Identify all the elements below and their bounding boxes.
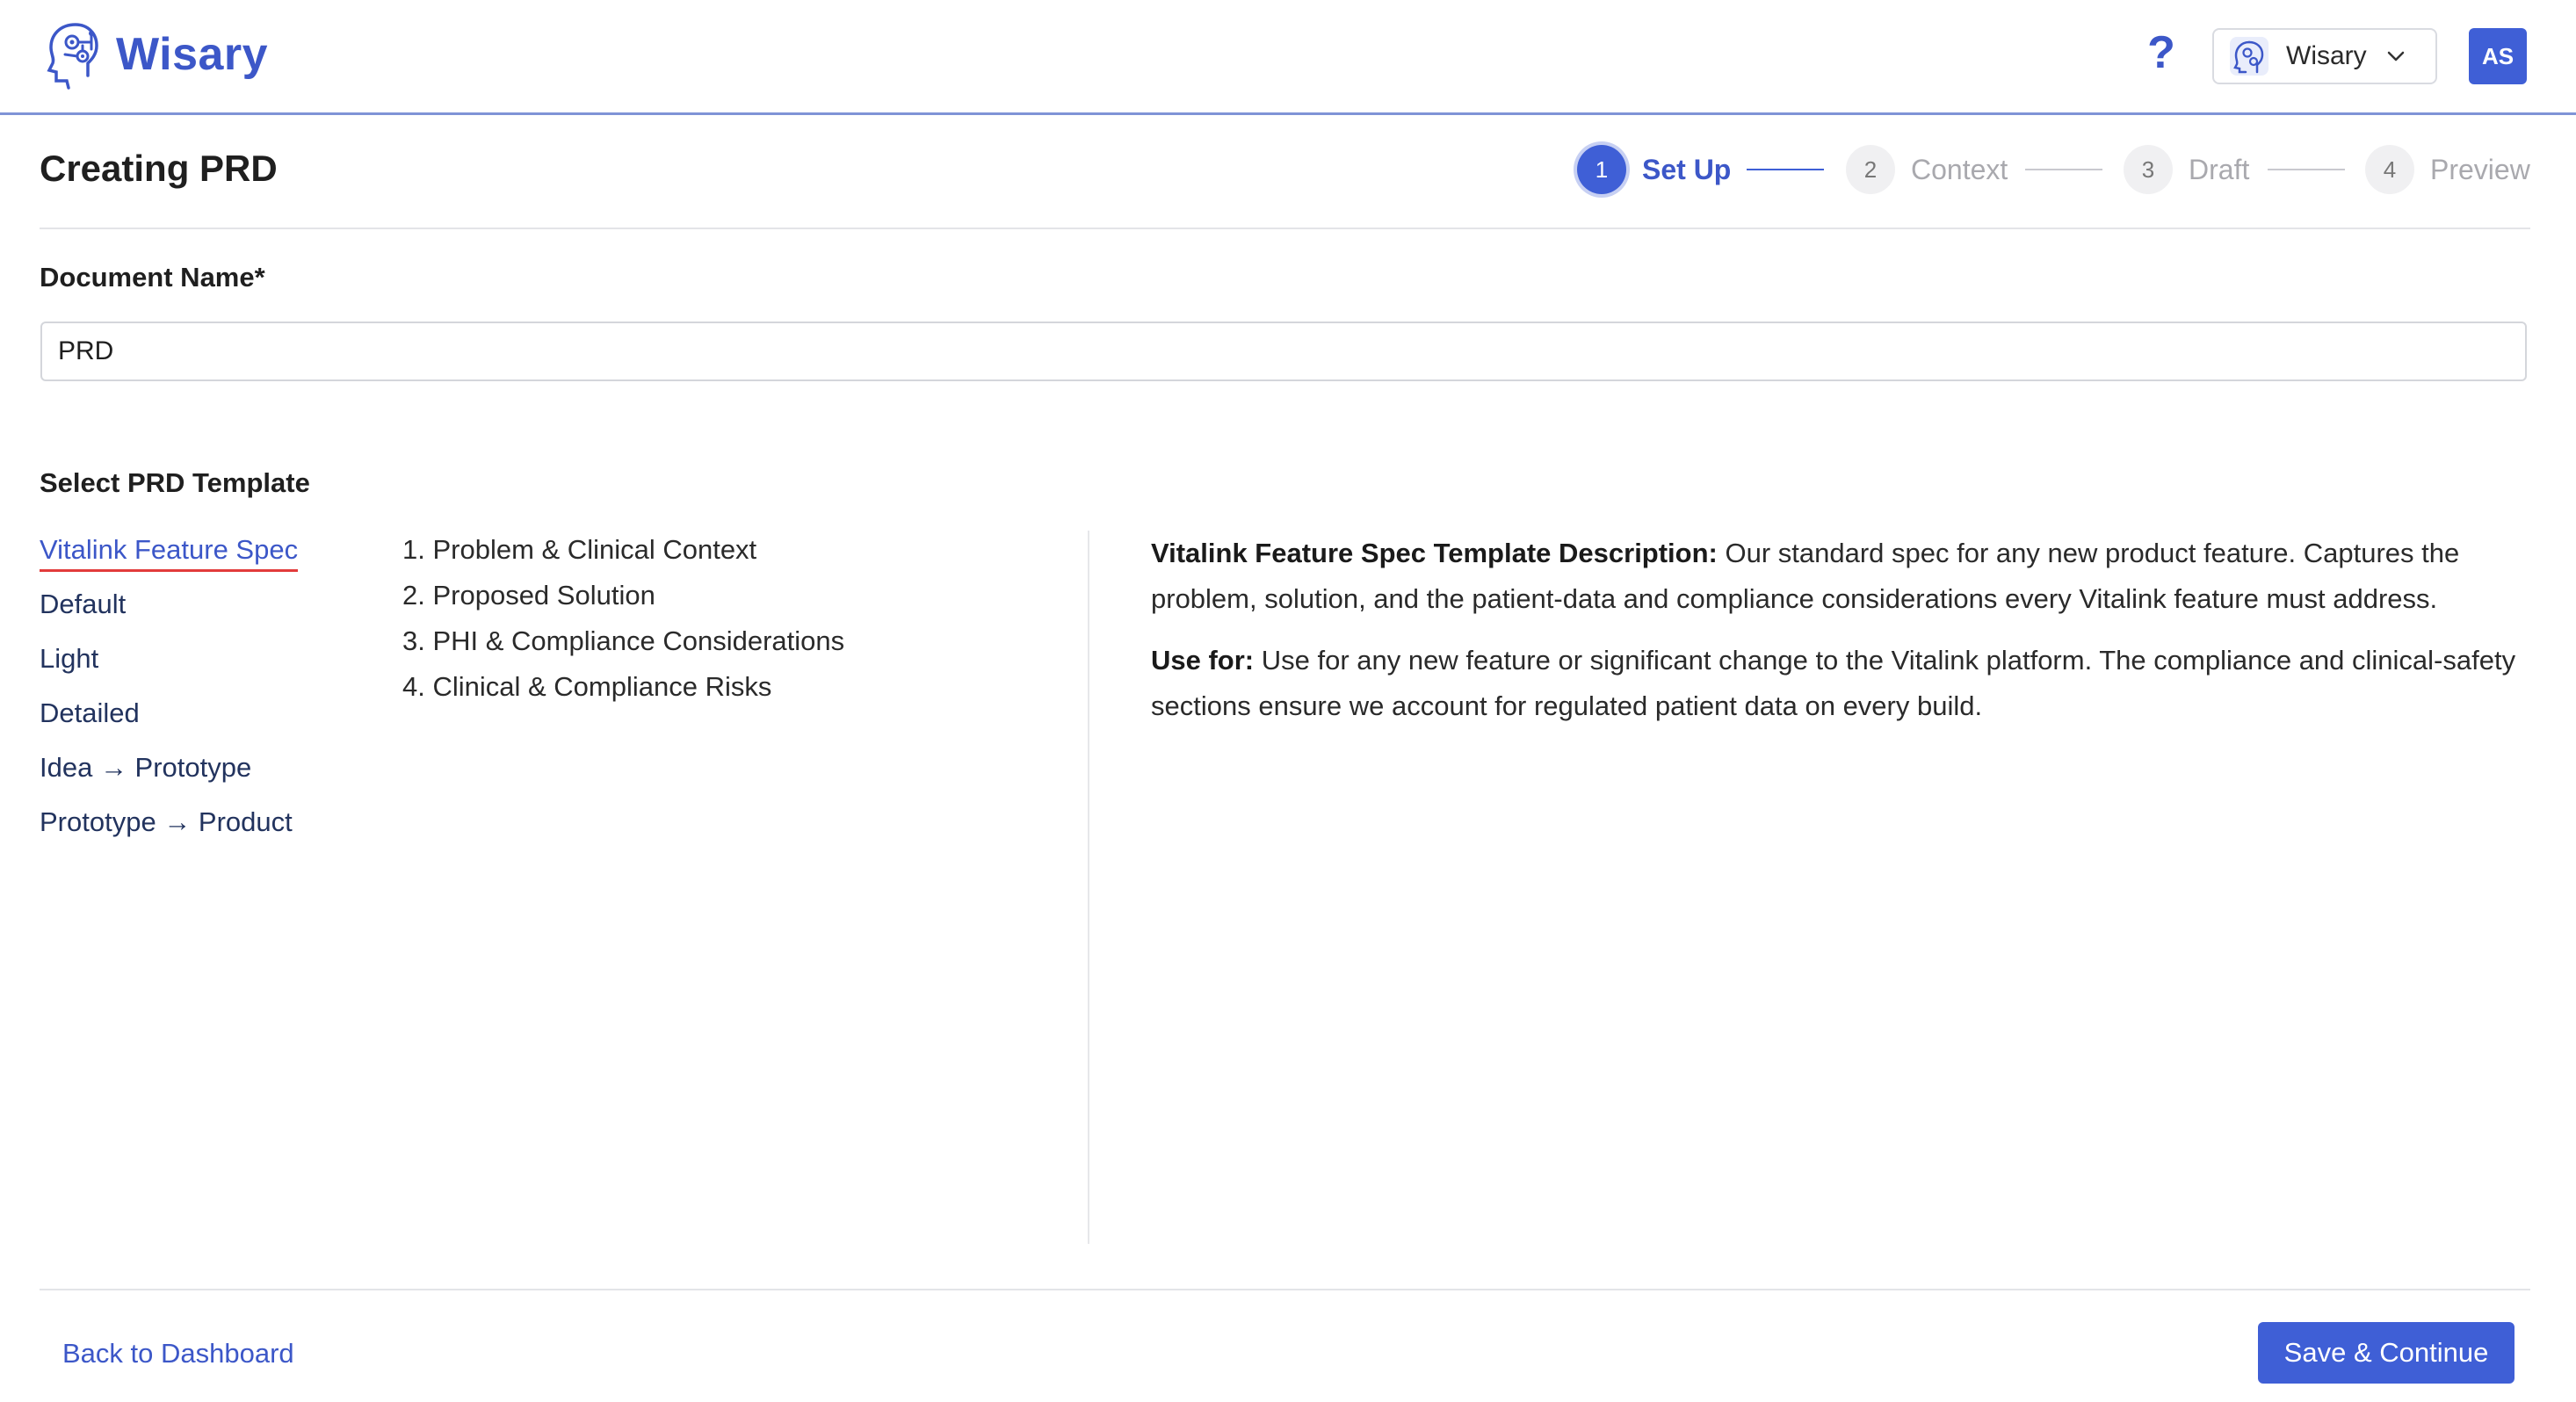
workspace-brain-icon <box>2230 37 2268 76</box>
description-heading: Vitalink Feature Spec Template Description: <box>1151 538 1718 568</box>
template-item-default[interactable]: Default <box>40 589 127 619</box>
brand-name: Wisary <box>116 29 269 80</box>
step-connector <box>2025 169 2102 170</box>
template-item-detailed[interactable]: Detailed <box>40 697 140 728</box>
section-item: 2. Proposed Solution <box>402 580 655 611</box>
section-item: 4. Clinical & Compliance Risks <box>402 671 772 702</box>
brand-logo[interactable] <box>44 19 268 90</box>
title-divider <box>40 228 2530 229</box>
use-for-text: Use for any new feature or significant change to the Vitalink platform. The compliance and clinical-safety sections ensure we account for regulated patient data on every build. <box>1151 645 2516 721</box>
back-to-dashboard-link[interactable]: Back to Dashboard <box>62 1338 294 1369</box>
section-item: 3. PHI & Compliance Considerations <box>402 625 845 656</box>
page-title: Creating PRD <box>40 148 278 189</box>
step-number: 4 <box>2365 145 2414 194</box>
template-item-light[interactable]: Light <box>40 643 99 674</box>
step-preview[interactable] <box>2365 143 2530 196</box>
template-item-prototype-product[interactable]: Prototype → Product <box>40 806 293 837</box>
description-text: Our standard spec for any new product feature. Captures the problem, solution, and the patient-data and compliance considerations every Vitalink feature must address. <box>1151 538 2460 614</box>
chevron-down-icon <box>2386 50 2406 62</box>
template-description <box>1151 531 2522 745</box>
brain-gear-icon <box>44 19 102 90</box>
description-paragraph <box>1151 531 2522 622</box>
progress-stepper <box>1577 143 2530 196</box>
template-item-idea-prototype[interactable]: Idea → Prototype <box>40 752 252 783</box>
step-label: Set Up <box>1642 153 1732 185</box>
section-item: 1. Problem & Clinical Context <box>402 534 757 565</box>
top-header <box>0 0 2576 115</box>
use-for-paragraph <box>1151 638 2522 729</box>
template-item-vitalink-feature-spec[interactable]: Vitalink Feature Spec <box>40 534 298 572</box>
step-label: Context <box>1911 153 2008 185</box>
footer-divider <box>40 1289 2530 1290</box>
step-number: 3 <box>2124 145 2173 194</box>
step-draft[interactable] <box>2124 143 2249 196</box>
step-number: 2 <box>1846 145 1895 194</box>
column-divider <box>1088 531 1089 1244</box>
step-setup[interactable] <box>1577 143 1731 196</box>
step-number: 1 <box>1577 145 1626 194</box>
step-connector <box>2268 169 2345 170</box>
save-continue-button[interactable]: Save & Continue <box>2258 1322 2514 1384</box>
user-avatar[interactable]: AS <box>2469 28 2527 84</box>
template-section-label: Select PRD Template <box>40 467 310 498</box>
help-icon[interactable]: ? <box>2147 27 2175 78</box>
step-label: Draft <box>2189 153 2250 185</box>
document-name-input[interactable] <box>40 322 2527 381</box>
step-context[interactable] <box>1846 143 2008 196</box>
workspace-name: Wisary <box>2286 41 2367 70</box>
step-connector <box>1747 169 1824 170</box>
document-name-label: Document Name* <box>40 262 265 293</box>
workspace-dropdown[interactable] <box>2212 28 2437 84</box>
step-label: Preview <box>2430 153 2530 185</box>
use-for-heading: Use for: <box>1151 645 1255 676</box>
